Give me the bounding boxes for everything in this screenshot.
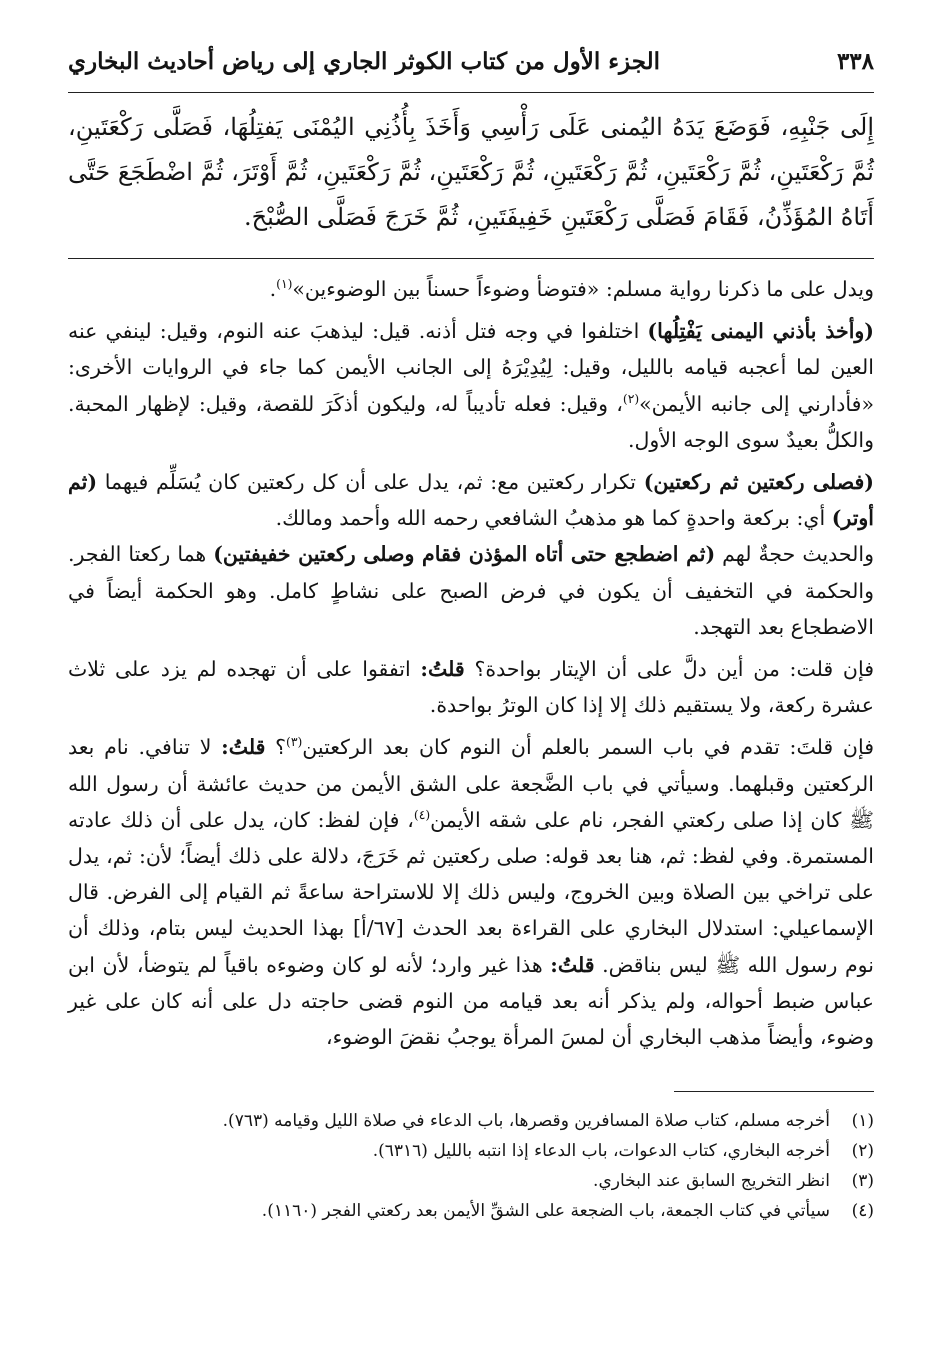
footnote <box>68 1136 874 1166</box>
footnote-number: (٤) <box>851 1201 874 1222</box>
hadith-line: إِلَى جَنْبِهِ، فَوَضَعَ يَدَهُ اليُمنى عَلَى رَأْسِي وَأَخَذَ بِأُذُنِي اليُمْنَى يَفتِلُهَا، فَصَلَّى رَكْعَتَينِ، <box>68 113 874 141</box>
commentary-paragraph: ويدل على ما ذكرنا رواية مسلم: «فتوضأ وضوءاً حسناً بين الوضوءين»$^{(١)}$. <box>269 277 874 301</box>
page-number: ٣٣٨ <box>836 48 874 75</box>
commentary-paragraph: (وأخذ بأذني اليمنى يَفْتِلُها) اختلفوا في وجه فتل أذنه. قيل: ليذهبَ عنه النوم، وقيل: لينفي عنه العين لما أعجبه قيامه بالليل، وقيل: لِيُدِيْرَهُ إلى الجانب الأيمن كما جاء في الروايات الأخرى: «فأدارني إلى جانبه الأيمن»$^{(٢)}$، وقيل: فعله تأديباً له، وليكون أذكَرَ للقصة، وقيل: لإظهار المحبة. والكلُّ بعيدٌ سوى الوجه الأول. <box>68 319 874 452</box>
footnote <box>68 1106 874 1136</box>
footnote-text: انظر التخريج السابق عند البخاري. <box>593 1171 830 1192</box>
commentary-paragraph: (فصلى ركعتين ثم ركعتين) تكرار ركعتين مع: ثم، يدل على أن كل ركعتين كان يُسَلِّم فيهما (ثم أوتر) أي: بركعة واحدةٍ كما هو مذهبُ الشافعي رحمه الله وأحمد ومالك. والحديث حجةٌ لهم (ثم اضطجع حتى أتاه المؤذن فقام وصلى ركعتين خفيفتين) هما ركعتا الفجر. والحكمة في التخفيف أن يكون في فرض الصبح على نشاطٍ كامل. وهو الحكمة أيضاً في الاضطجاع بعد التهجد. <box>68 470 874 639</box>
quoted-phrase: (وأخذ بأذني اليمنى يَفْتِلُها) <box>647 319 874 344</box>
hadith-line: حَتَّى أَتَاهُ المُؤَذِّنُ، فَقَامَ فَصَلَّى رَكْعَتَينِ خَفِيفَتَينِ، ثُمَّ خَرَجَ فَصَلَّى الصُّبْحَ. <box>68 158 874 231</box>
footnote-ref: (٣) <box>286 735 303 750</box>
answer-marker: قلتُ: <box>550 952 595 977</box>
footnote-ref: (٤) <box>413 808 431 823</box>
footnote-text: سيأتي في كتاب الجمعة، باب الضجعة على الشقِّ الأيمن بعد ركعتي الفجر (١١٦٠). <box>261 1201 830 1222</box>
book-page <box>68 48 874 1226</box>
footnote-ref: (٢) <box>622 391 640 406</box>
quoted-phrase: (ثم أوتر) <box>68 470 874 531</box>
footnote-divider <box>674 1091 874 1092</box>
hadith-line: ثُمَّ رَكْعَتَينِ، ثُمَّ رَكْعَتَينِ، ثُمَّ رَكْعَتَينِ، ثُمَّ رَكْعَتَينِ، ثُمَّ رَكْعَتَينِ، ثُمَّ أَوْتَرَ، ثُمَّ اضْطَجَعَ <box>117 158 874 186</box>
running-header <box>68 48 874 86</box>
commentary-paragraph: فإن قلتَ: تقدم في باب السمر بالعلم أن النوم كان بعد الركعتين$^{(٣)}$؟ قلتُ: لا تنافي. نام بعد الركعتين وقبلهما. وسيأتي في باب الضَّجعة على الشق الأيمن من حديث عائشة أن رسول الله ﷺ كان إذا صلى ركعتي الفجر، نام على شقه الأيمن$^{(٤)}$، فإن لفظ: كان، يدل على أن ذلك عادته المستمرة. وفي لفظ: ثم، هنا بعد قوله: صلى ركعتين ثم خَرَجَ، دلالة على ذلك أيضاً؛ لأن: ثم، يدل على تراخي بين الصلاة وبين الخروج، وليس ذلك إلا للاستراحة ساعةً ثم القيام إلى الفرض. قال الإسماعيلي: استدلال البخاري على القراءة بعد الحدث [٦٧/أ] بهذا الحديث ليس بتام، وذلك أن نوم رسول الله ﷺ ليس بناقض. قلتُ: هذا غير وارد؛ لأنه لو كان وضوءه باقياً لم يتوضأ، لأن ابن عباس ضبط أحواله، ولم يذكر أنه بعد قيامه من النوم قضى حاجته دل على أنه كان على غير وضوء، وأيضاً مذهب البخاري أن لمسَ المرأة يوجبُ نقضَ الوضوء، <box>68 735 875 1050</box>
hadith-divider <box>68 258 874 259</box>
footnote-number: (٢) <box>851 1141 874 1162</box>
footnote-text: أخرجه مسلم، كتاب صلاة المسافرين وقصرها، باب الدعاء في صلاة الليل وقيامه (٧٦٣). <box>222 1111 830 1132</box>
footnote-number: (٣) <box>851 1171 874 1192</box>
commentary <box>68 271 874 1055</box>
footnote <box>68 1196 874 1226</box>
footnote-text: أخرجه البخاري، كتاب الدعوات، باب الدعاء إذا انتبه بالليل (٦٣١٦). <box>372 1141 830 1162</box>
book-title: الجزء الأول من كتاب الكوثر الجاري إلى رياض أحاديث البخاري <box>68 48 660 75</box>
footnote-ref: (١) <box>276 277 293 292</box>
hadith-text <box>68 105 874 240</box>
quoted-phrase: (ثم اضطجع حتى أتاه المؤذن فقام وصلى ركعتين خفيفتين) <box>213 542 716 567</box>
answer-marker: قلتُ: <box>221 735 266 760</box>
quoted-phrase: (فصلى ركعتين ثم ركعتين) <box>643 470 874 495</box>
footnotes <box>68 1106 874 1226</box>
answer-marker: قلتُ: <box>420 657 465 682</box>
footnote-number: (١) <box>851 1111 874 1132</box>
commentary-paragraph: فإن قلت: من أين دلَّ على أن الإيتار بواحدة؟ قلتُ: اتفقوا على أن تهجده لم يزد على ثلاث عشرة ركعة، ولا يستقيم ذلك إلا إذا كان الوترُ بواحدة. <box>68 657 874 718</box>
footnote <box>68 1166 874 1196</box>
header-divider <box>68 92 874 93</box>
